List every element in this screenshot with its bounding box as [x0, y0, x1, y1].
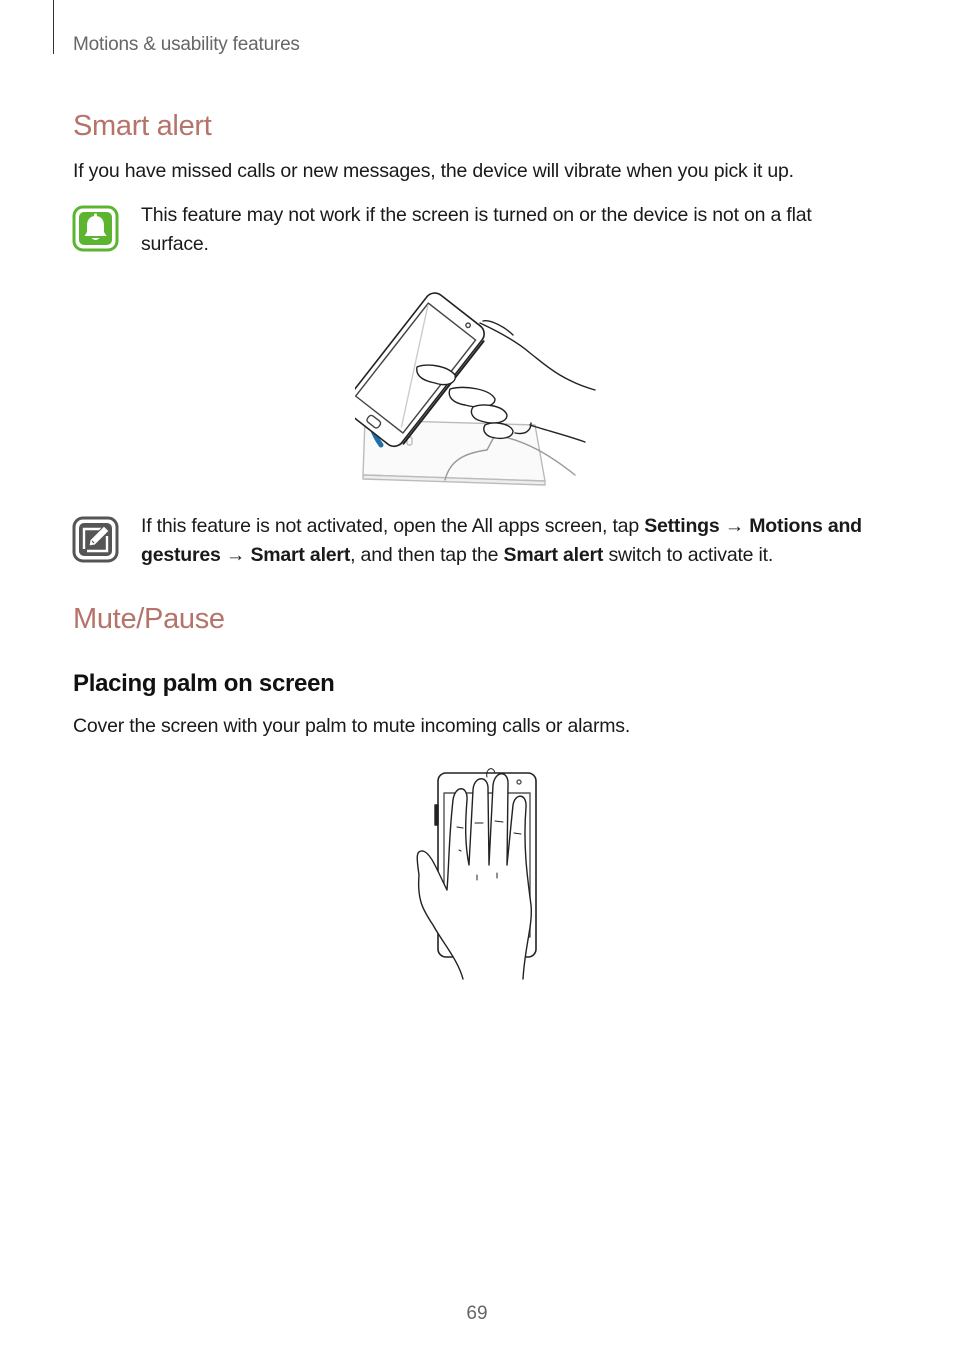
caution-line-1: This feature may not work if the screen is turned on or the device is not on a flat [141, 204, 812, 226]
arrow-2: → [220, 544, 251, 566]
note-text-2: , and then tap the [350, 544, 504, 566]
settings-label: Settings [644, 515, 720, 537]
note-text-3: switch to activate it. [603, 544, 774, 566]
bell-icon [72, 205, 119, 252]
activation-note [141, 512, 886, 570]
palm-cover-illustration [413, 765, 543, 988]
mute-pause-intro: Cover the screen with your palm to mute incoming calls or alarms. [73, 715, 631, 737]
caution-text [141, 201, 886, 259]
gestures-label: gestures [141, 544, 221, 566]
smart-alert-menu-label: Smart alert [250, 544, 351, 566]
note-text-1: If this feature is not activated, open the All apps screen, tap [141, 515, 645, 537]
caution-line-2: surface. [141, 233, 209, 255]
palm-on-screen-subtitle: Placing palm on screen [73, 670, 335, 697]
smart-alert-switch-label: Smart alert [503, 544, 604, 566]
page-number: 69 [466, 1303, 488, 1324]
running-header: Motions & usability features [73, 34, 300, 55]
header-rule [53, 0, 54, 54]
note-pen-icon [72, 516, 119, 563]
smart-alert-intro: If you have missed calls or new messages, the device will vibrate when you pick it up. [73, 160, 794, 182]
arrow-1: → [719, 515, 750, 537]
smart-alert-title: Smart alert [73, 110, 212, 142]
motions-and-label: Motions and [749, 515, 862, 537]
mute-pause-title: Mute/Pause [73, 603, 225, 635]
pick-up-phone-illustration [355, 285, 600, 495]
